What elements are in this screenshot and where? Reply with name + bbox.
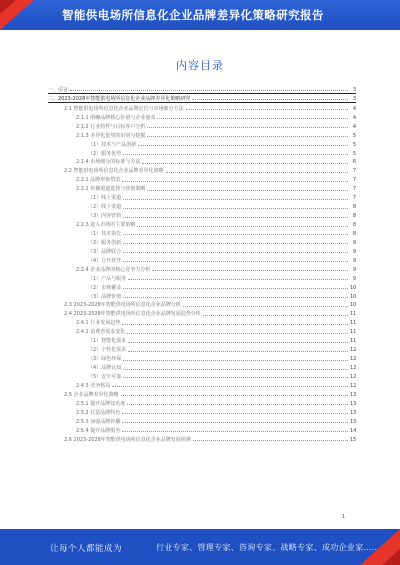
toc-entry-page: 5 xyxy=(352,132,356,139)
toc-entry-page: 8 xyxy=(352,213,356,220)
toc-entry-label: （2）服务创新 xyxy=(88,239,122,246)
page-number: 1 xyxy=(342,514,346,520)
footer-tagline: 行业专家、管理专家、咨询专家、战略专家、成功企业家…… xyxy=(156,543,381,552)
toc-entry-page: 9 xyxy=(352,275,356,282)
toc-entry-page: 10 xyxy=(350,293,357,300)
toc-leader-dots xyxy=(142,163,348,164)
toc-entry-page: 13 xyxy=(350,400,357,407)
toc-leader-dots xyxy=(166,172,348,173)
toc-entry-label: （4）合作伙伴 xyxy=(88,257,122,264)
toc-leader-dots xyxy=(123,208,348,209)
toc-entry-page: 8 xyxy=(352,230,356,237)
toc-entry-label: 2.1 智能供电场所信息化企业品牌定位与市场细分方法 xyxy=(64,105,184,112)
toc-leader-dots xyxy=(123,154,348,155)
toc-leader-dots xyxy=(203,315,348,316)
toc-entry[interactable] xyxy=(48,282,356,291)
toc-entry-page: 9 xyxy=(352,239,356,246)
toc-entry[interactable] xyxy=(48,139,356,148)
toc-entry-page: 12 xyxy=(350,373,357,380)
toc-leader-dots xyxy=(157,118,348,119)
toc-entry[interactable] xyxy=(48,335,356,344)
toc-leader-dots xyxy=(137,226,348,227)
toc-entry-label: （5）安全可靠 xyxy=(88,373,122,380)
toc-entry-page: 8 xyxy=(352,222,356,228)
toc-entry-label: （1）技术与产品创新 xyxy=(88,141,137,148)
toc-entry-page: 11 xyxy=(350,329,357,336)
toc-entry-page: 13 xyxy=(350,409,357,416)
toc-leader-dots xyxy=(147,136,348,137)
toc-entry[interactable] xyxy=(48,121,356,130)
toc-entry-page: 7 xyxy=(352,177,356,184)
toc-entry-label: 2.4.1 行业发展趋势 xyxy=(76,320,121,327)
toc-entry[interactable] xyxy=(48,416,356,425)
toc-entry[interactable] xyxy=(48,183,356,192)
toc-leader-dots xyxy=(121,395,348,396)
footer-band xyxy=(0,529,400,565)
toc-entry-page: 7 xyxy=(352,168,356,175)
toc-entry-page: 11 xyxy=(350,338,357,345)
toc-entry[interactable] xyxy=(48,362,356,371)
toc-leader-dots xyxy=(123,360,348,361)
toc-entry-label: （2）市场覆盖 xyxy=(88,284,122,291)
toc-leader-dots xyxy=(123,199,348,200)
toc-entry-label: 2.5.4 提升品牌服务 xyxy=(76,427,121,434)
toc-entry-label: （3）品牌价值 xyxy=(88,293,122,300)
toc-entry-label: 2.6 2023-2028年智能供电场所信息化企业品牌发展预测 xyxy=(64,436,191,443)
toc-entry-label: 2.2.1 品牌形象塑造 xyxy=(76,177,121,184)
toc-entry-label: 2.5.1 提升品牌知名度 xyxy=(76,400,126,407)
toc-entry[interactable] xyxy=(48,425,356,434)
toc-leader-dots xyxy=(123,261,348,262)
toc-entry-label: 2.4.3 竞争格局 xyxy=(76,382,111,389)
toc-entry-label: 2.5.3 加强品牌传播 xyxy=(76,418,121,425)
toc-entry-label: （1）技术领先 xyxy=(88,230,122,237)
toc-entry-page: 4 xyxy=(352,123,356,130)
toc-leader-dots xyxy=(128,342,348,343)
toc-entry[interactable] xyxy=(48,344,356,353)
toc-entry-page: 15 xyxy=(350,436,357,443)
toc-entry-page: 12 xyxy=(350,347,357,354)
toc-leader-dots xyxy=(147,127,348,128)
toc-entry[interactable] xyxy=(48,174,356,183)
toc-entry-page: 13 xyxy=(350,418,357,425)
toc-entry-label: （2）服务优势 xyxy=(88,150,122,157)
toc-entry-page: 8 xyxy=(352,204,356,211)
toc-entry-label: （2）线下渠道 xyxy=(88,204,122,211)
toc-entry[interactable] xyxy=(48,255,356,264)
toc-entry[interactable] xyxy=(48,112,356,121)
toc-leader-dots xyxy=(123,217,348,218)
toc-leader-dots xyxy=(193,440,348,441)
toc-entry[interactable] xyxy=(48,192,356,201)
toc-leader-dots xyxy=(122,181,348,182)
toc-entry-label: 2.4.2 消费者需求变化 xyxy=(76,329,126,336)
toc-entry-page: 3 xyxy=(352,95,356,102)
toc-entry-page: 4 xyxy=(352,114,356,121)
toc-entry-label: 一、引言 xyxy=(48,86,69,93)
toc-leader-dots xyxy=(122,413,348,414)
toc-entry-label: 2.2.2 传播渠道选择与营销策略 xyxy=(76,186,146,193)
toc-entry[interactable] xyxy=(48,157,356,166)
toc-leader-dots xyxy=(183,306,348,307)
toc-entry[interactable] xyxy=(48,228,356,237)
toc-entry-page: 11 xyxy=(350,320,357,327)
toc-entry-page: 13 xyxy=(350,391,357,398)
toc-leader-dots xyxy=(192,99,348,100)
toc-entry[interactable] xyxy=(48,326,356,335)
toc-entry-page: 9 xyxy=(352,248,356,255)
toc-leader-dots xyxy=(112,386,348,387)
toc-entry-page: 6 xyxy=(352,159,356,166)
toc-entry-label: 2.5 企业品牌差异化策略 xyxy=(64,391,119,398)
toc-entry[interactable] xyxy=(48,434,356,443)
toc-leader-dots xyxy=(123,297,348,298)
toc-entry[interactable] xyxy=(48,273,356,282)
toc-entry-label: 2.2.4 企业品牌的核心竞争力分析 xyxy=(76,266,151,273)
toc-entry-label: 2.4 2023-2028年智能供电场所信息化企业品牌发展趋势分析 xyxy=(64,311,201,318)
toc-entry-label: 二、2023-2028年智能供电场所信息化企业品牌差异化策略研究 xyxy=(48,95,191,102)
toc-leader-dots xyxy=(128,279,348,280)
toc-entry-label: （3）内容营销 xyxy=(88,213,122,220)
toc-entry[interactable] xyxy=(48,317,356,326)
toc-leader-dots xyxy=(127,404,348,405)
toc-entry[interactable] xyxy=(48,85,356,94)
toc-entry-page: 10 xyxy=(350,284,357,291)
toc-entry-label: 2.2 智能供电场所信息化企业品牌差异化策略 xyxy=(64,168,164,175)
report-title: 智能供电场所信息化企业品牌差异化策略研究报告 xyxy=(62,8,324,22)
toc-leader-dots xyxy=(138,145,348,146)
toc-entry-page: 7 xyxy=(352,195,356,202)
toc-entry-label: （2）个性化需求 xyxy=(88,347,127,354)
footer-slogan: 让每个人都能成为 xyxy=(50,544,123,554)
toc-leader-dots xyxy=(70,90,348,91)
toc-entry[interactable] xyxy=(48,103,356,112)
toc-entry-page: 4 xyxy=(352,105,356,112)
toc-entry-page: 7 xyxy=(352,186,356,193)
table-of-contents xyxy=(48,85,356,503)
toc-entry-page: 9 xyxy=(352,257,356,264)
toc-leader-dots xyxy=(123,243,348,244)
toc-entry[interactable] xyxy=(48,389,356,398)
toc-leader-dots xyxy=(123,377,348,378)
toc-entry[interactable] xyxy=(48,380,356,389)
toc-entry[interactable] xyxy=(48,148,356,157)
toc-entry-label: （1）智能化需求 xyxy=(88,338,127,345)
toc-entry[interactable] xyxy=(48,264,356,273)
toc-entry-page: 9 xyxy=(352,266,356,273)
toc-entry[interactable] xyxy=(48,300,356,309)
toc-entry-label: 2.1.1 明确品牌核心价值与企业使命 xyxy=(76,114,156,121)
toc-leader-dots xyxy=(123,252,348,253)
header-band xyxy=(0,0,400,30)
toc-entry-label: 2.1.4 市场细分的标准与方法 xyxy=(76,159,141,166)
toc-entry-label: 2.1.3 差异化优势的识别与挖掘 xyxy=(76,132,146,139)
toc-leader-dots xyxy=(128,351,348,352)
toc-entry[interactable] xyxy=(48,308,356,317)
toc-entry[interactable] xyxy=(48,237,356,246)
toc-leader-dots xyxy=(123,288,348,289)
toc-entry-label: 2.5.2 打造品牌特色 xyxy=(76,409,121,416)
footer-dark-corner xyxy=(382,549,400,565)
toc-entry-label: （3）绿色环保 xyxy=(88,356,122,363)
toc-entry-label: （3）品牌联合 xyxy=(88,248,122,255)
toc-entry[interactable] xyxy=(48,398,356,407)
toc-entry[interactable] xyxy=(48,246,356,255)
toc-entry-label: （1）产品与服务 xyxy=(88,275,127,282)
toc-entry-page: 5 xyxy=(352,141,356,148)
toc-leader-dots xyxy=(127,333,348,334)
toc-entry-page: 12 xyxy=(350,365,357,371)
toc-leader-dots xyxy=(147,190,348,191)
toc-entry-page: 10 xyxy=(350,302,357,309)
toc-entry[interactable] xyxy=(48,165,356,174)
toc-entry[interactable] xyxy=(48,201,356,210)
toc-entry-page: 3 xyxy=(352,86,356,93)
toc-leader-dots xyxy=(122,422,348,423)
toc-leader-dots xyxy=(186,109,348,110)
toc-leader-dots xyxy=(122,431,348,432)
toc-entry[interactable] xyxy=(48,371,356,380)
toc-leader-dots xyxy=(123,369,348,370)
toc-entry-label: 2.3 2023-2028年智能供电场所信息化企业品牌分析 xyxy=(64,302,181,309)
toc-leader-dots xyxy=(122,324,348,325)
toc-entry[interactable] xyxy=(48,219,356,228)
toc-leader-dots xyxy=(152,270,348,271)
toc-entry-page: 11 xyxy=(350,311,357,318)
toc-entry[interactable] xyxy=(48,130,356,139)
toc-entry[interactable] xyxy=(48,291,356,300)
toc-entry[interactable] xyxy=(48,353,356,362)
toc-entry[interactable] xyxy=(48,210,356,219)
toc-entry-label: 2.1.2 行业特性与目标客户分析 xyxy=(76,123,146,130)
toc-entry-label: （4）品牌认知 xyxy=(88,365,122,371)
header-dark-corner xyxy=(0,0,16,14)
toc-leader-dots xyxy=(123,234,348,235)
toc-heading: 内容目录 xyxy=(176,59,224,72)
toc-entry-page: 5 xyxy=(352,150,356,157)
toc-entry[interactable] xyxy=(48,94,356,103)
toc-entry-label: 2.2.3 进入市场的主要策略 xyxy=(76,222,136,228)
toc-entry-page: 14 xyxy=(350,427,357,434)
toc-entry-label: （1）线上渠道 xyxy=(88,195,122,202)
toc-entry-page: 12 xyxy=(350,382,357,389)
toc-entry-page: 12 xyxy=(350,356,357,363)
toc-entry[interactable] xyxy=(48,407,356,416)
